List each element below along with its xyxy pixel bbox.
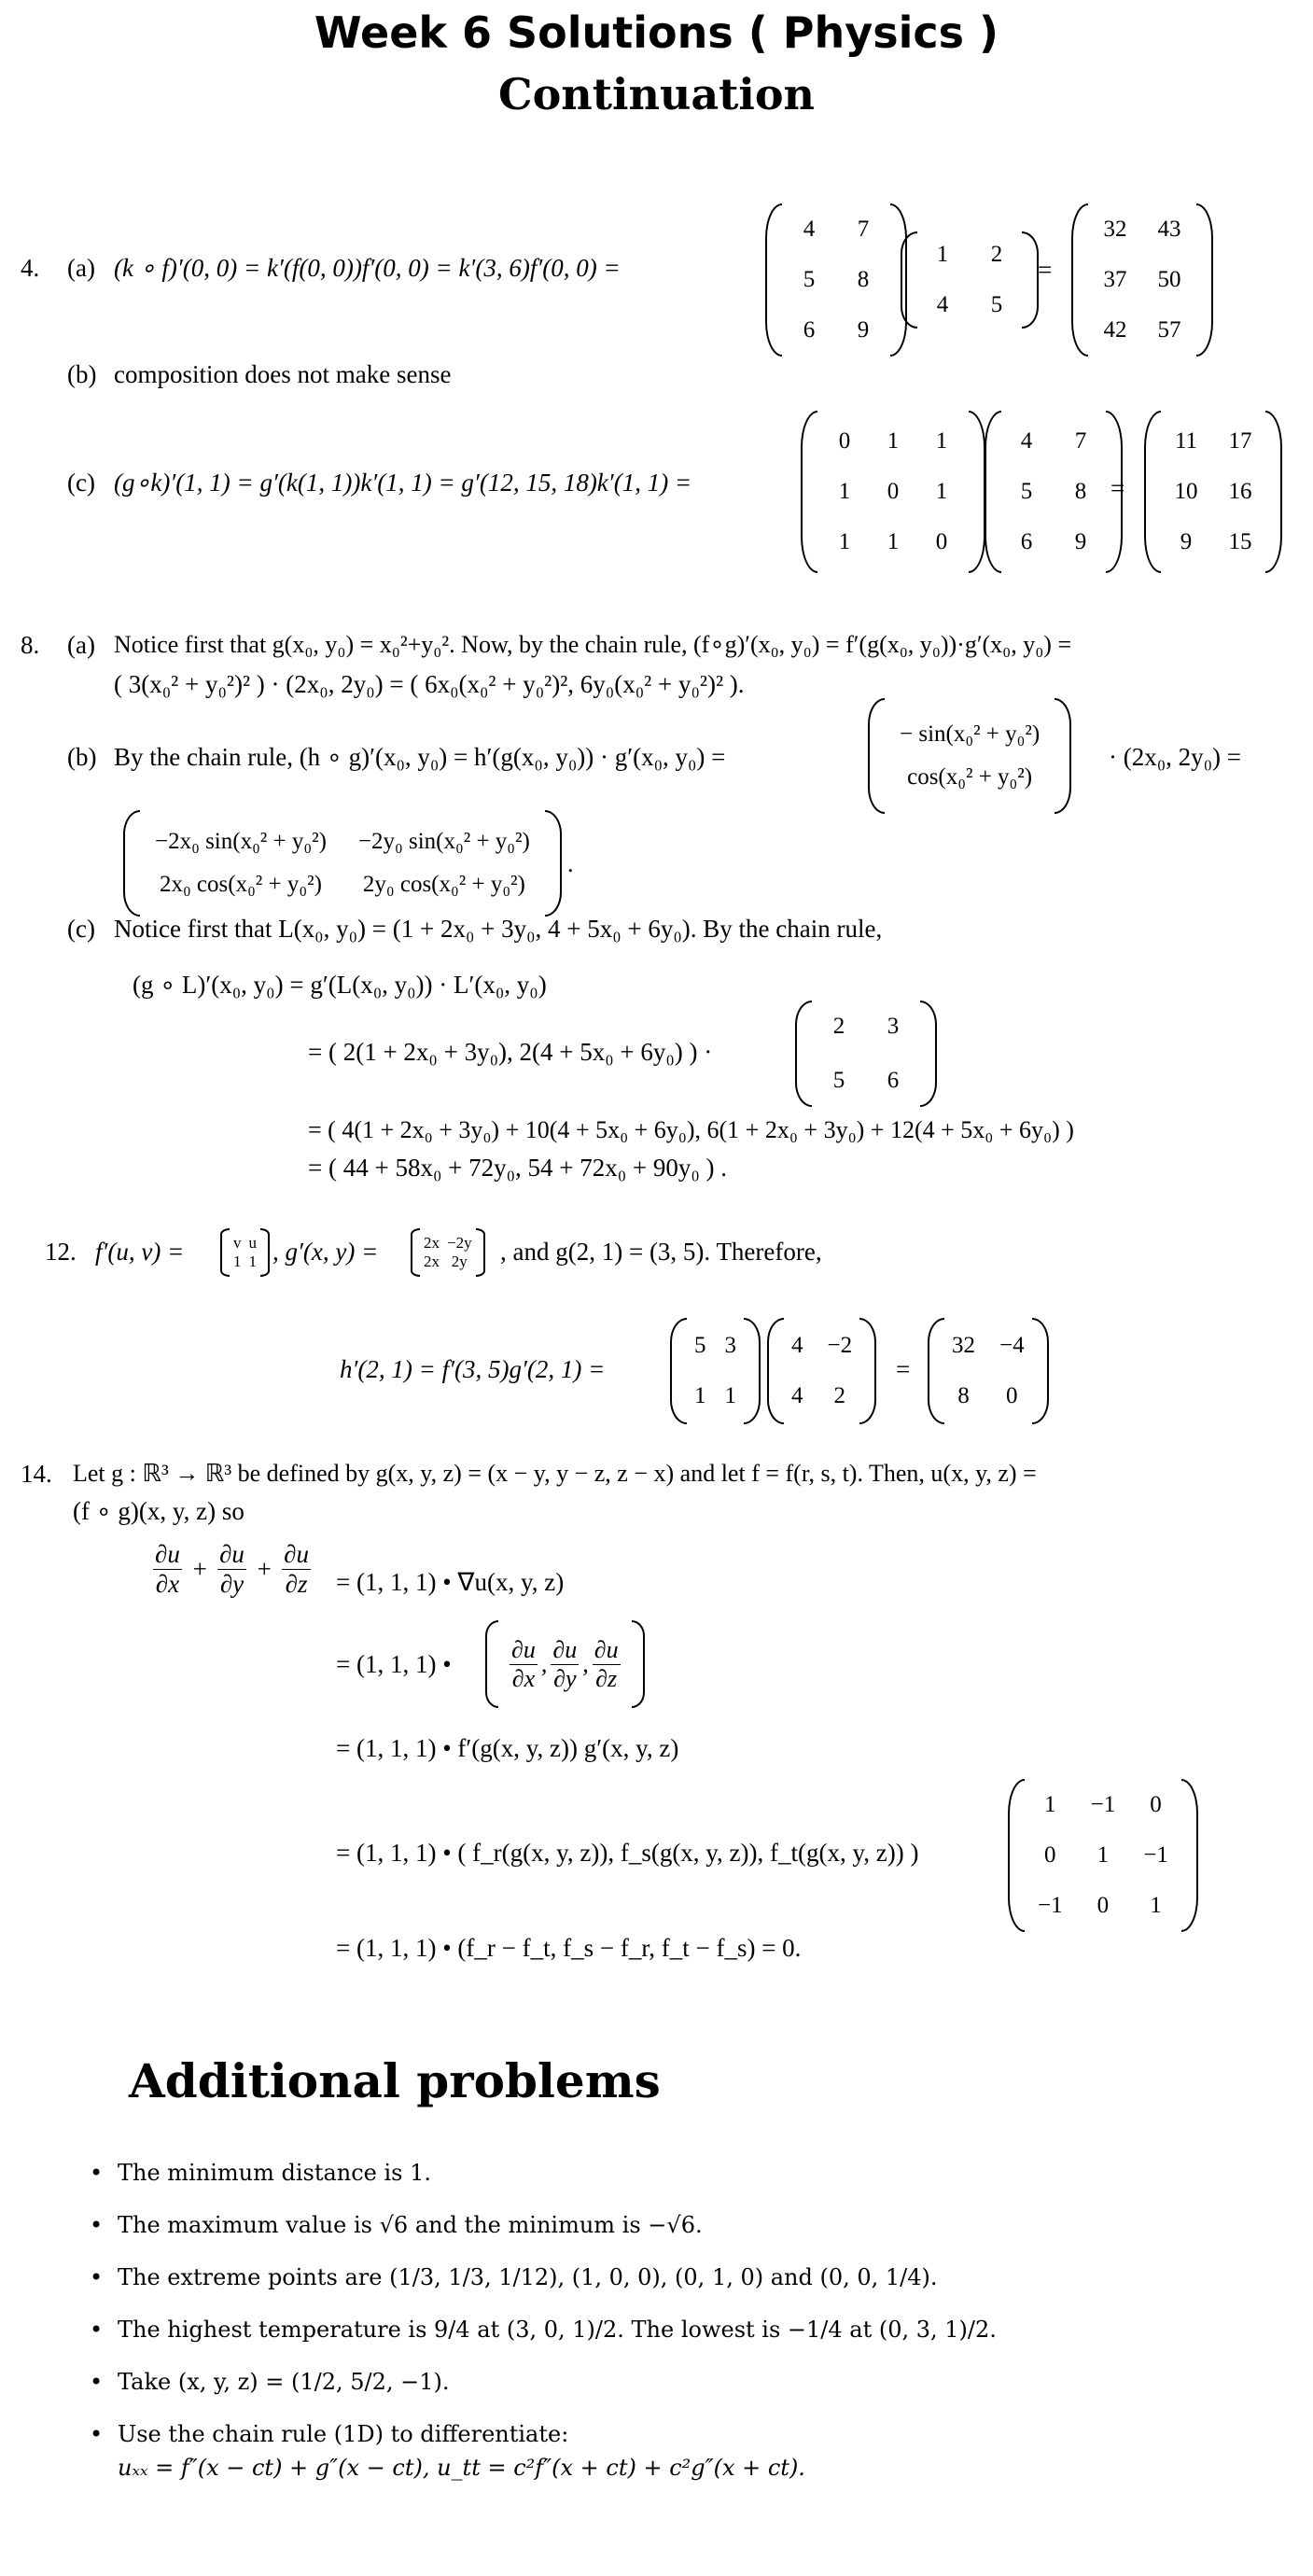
problem-14-line1: Let g : ℝ³ → ℝ³ be defined by g(x, y, z) = (x − y, y − z, z − x) and let f = f(r, s, t). Then, u(x, y, z) = xyxy=(73,1460,1037,1487)
matrix-cell: −4 xyxy=(999,1333,1025,1358)
matrix-cell: 4 xyxy=(936,292,949,317)
list-item-text: The extreme points are (1/3, 1/3, 1/12), (1, 0, 0), (0, 1, 0) and (0, 0, 1/4). xyxy=(118,2264,938,2290)
matrix-cell: 7 xyxy=(857,217,870,242)
problem-12-text3: , and g(2, 1) = (3, 5). Therefore, xyxy=(500,1238,822,1266)
matrix-cell: 8 xyxy=(1074,479,1087,504)
problem-8c-text: Notice first that L(x₀, y₀) = (1 + 2x₀ + 3y₀, 4 + 5x₀ + 6y₀). By the chain rule, xyxy=(114,915,883,943)
problem-14-partials xyxy=(149,1540,314,1599)
partial-u: ∂u xyxy=(284,1540,309,1568)
matrix-cell: 5 xyxy=(990,292,1003,317)
problem-8a-label: (a) xyxy=(67,631,95,659)
equals-sign: = xyxy=(1038,256,1053,284)
p4a-matrix-1 xyxy=(765,203,907,357)
matrix-cell: 0 xyxy=(838,428,851,454)
matrix-cell: 50 xyxy=(1157,267,1181,292)
list-item-text: The minimum distance is 1. xyxy=(118,2160,432,2186)
additional-heading: Additional problems xyxy=(129,2053,661,2108)
matrix-cell: 2y₀ cos(x₀² + y₀²) xyxy=(362,872,525,897)
p4c-matrix-2 xyxy=(985,411,1123,573)
additional-list xyxy=(84,2156,1278,2496)
matrix-cell: 1 xyxy=(838,479,851,504)
list-item xyxy=(84,2417,1278,2496)
list-item xyxy=(84,2261,1278,2313)
matrix-cell: 2 xyxy=(990,242,1003,267)
matrix-cell: 37 xyxy=(1103,267,1127,292)
matrix-cell: v xyxy=(233,1234,242,1252)
equals-sign: = xyxy=(896,1355,911,1383)
title-subject: ( Physics ) xyxy=(747,7,999,58)
list-item xyxy=(84,2365,1278,2417)
partial-u: ∂u xyxy=(552,1635,578,1663)
matrix-cell: 2x xyxy=(424,1234,440,1252)
matrix-cell: 15 xyxy=(1228,529,1252,554)
problem-14-l5: = (1, 1, 1) • (f_r − f_t, f_s − f_r, f_t − f_s) = 0. xyxy=(336,1934,802,1962)
matrix-cell: 2x xyxy=(424,1253,440,1270)
partial-u: ∂u xyxy=(594,1635,619,1663)
matrix-cell: 1 xyxy=(1044,1792,1056,1817)
page-subtitle: Continuation xyxy=(497,69,815,119)
problem-8-number: 8. xyxy=(21,631,40,659)
matrix-cell: 0 xyxy=(1006,1383,1018,1408)
matrix-cell: −2y xyxy=(447,1234,472,1252)
matrix-cell: 4 xyxy=(803,217,816,242)
list-item xyxy=(84,2313,1278,2365)
matrix-cell: 9 xyxy=(857,317,870,343)
partial-y: ∂y xyxy=(219,1570,244,1598)
matrix-cell: 0 xyxy=(935,529,948,554)
problem-8c-line1: (g ∘ L)′(x₀, y₀) = g′(L(x₀, y₀)) · L′(x₀, y₀) xyxy=(133,971,547,999)
matrix-cell: 16 xyxy=(1228,479,1252,504)
p14-gradient-vector: $\frac{\partial u}{\partial x}$ , $\frac{\partial u}{\partial y}$ , $\frac{\partial u}{\partial z}$ xyxy=(485,1620,645,1708)
equals-sign: = xyxy=(1110,474,1125,502)
matrix-cell: 1 xyxy=(1096,1842,1110,1868)
p12-matrix-2 xyxy=(767,1318,876,1424)
matrix-cell: 1 xyxy=(887,428,900,454)
p4c-matrix-1 xyxy=(801,411,985,573)
problem-4b-text: composition does not make sense xyxy=(114,360,452,388)
matrix-cell: 1 xyxy=(935,479,948,504)
matrix-cell: 0 xyxy=(887,479,900,504)
matrix-cell: 7 xyxy=(1074,428,1087,454)
matrix-cell: 4 xyxy=(1020,428,1033,454)
problem-4-number: 4. xyxy=(21,254,40,282)
matrix-cell: 2 xyxy=(832,1014,845,1039)
problem-14-l4: = (1, 1, 1) • ( f_r(g(x, y, z)), f_s(g(x, y, z)), f_t(g(x, y, z)) ) xyxy=(336,1839,919,1867)
plus-sign: + xyxy=(255,1555,273,1583)
matrix-cell: 0 xyxy=(1150,1792,1162,1817)
list-item-text-line2: uₓₓ = f″(x − ct) + g″(x − ct), u_tt = c²f″(x + ct) + c²g″(x + ct). xyxy=(118,2455,805,2481)
matrix-cell: 9 xyxy=(1074,529,1087,554)
list-item-text: The maximum value is √6 and the minimum is −√6. xyxy=(118,2212,703,2238)
matrix-cell: 5 xyxy=(1020,479,1033,504)
p14-jacobian-matrix xyxy=(1008,1779,1198,1932)
page-title xyxy=(0,7,1313,58)
problem-8b-tail: · (2x₀, 2y₀) = xyxy=(1109,743,1242,771)
problem-8b-text: By the chain rule, (h ∘ g)′(x₀, y₀) = h′(g(x₀, y₀)) · g′(x₀, y₀) = xyxy=(114,743,726,771)
matrix-cell: 0 xyxy=(1096,1893,1110,1918)
list-item-text: Take (x, y, z) = (1/2, 5/2, −1). xyxy=(118,2369,450,2395)
matrix-cell: 9 xyxy=(1180,529,1193,554)
p12-f-matrix xyxy=(220,1228,270,1277)
matrix-cell: 6 xyxy=(887,1068,900,1093)
matrix-cell: 32 xyxy=(952,1333,975,1358)
partial-z: ∂z xyxy=(595,1664,618,1692)
list-item-text: Use the chain rule (1D) to differentiate: xyxy=(118,2421,569,2447)
matrix-cell: 17 xyxy=(1228,428,1252,454)
p4a-matrix-result xyxy=(1071,203,1213,357)
matrix-cell: 10 xyxy=(1174,479,1198,504)
problem-8c-label: (c) xyxy=(67,915,95,943)
matrix-cell: 1 xyxy=(887,529,900,554)
partial-y: ∂y xyxy=(553,1664,577,1692)
matrix-cell: −1 xyxy=(1090,1792,1116,1817)
matrix-cell: 4 xyxy=(791,1383,803,1408)
matrix-cell: 1 xyxy=(936,242,949,267)
problem-12-text2: , g′(x, y) = xyxy=(272,1238,379,1266)
matrix-cell: 5 xyxy=(832,1068,845,1093)
matrix-cell: 57 xyxy=(1157,317,1181,343)
partial-u: ∂u xyxy=(511,1635,536,1663)
partial-z: ∂z xyxy=(285,1570,308,1598)
p12-matrix-1 xyxy=(670,1318,761,1424)
matrix-cell: −2y₀ sin(x₀² + y₀²) xyxy=(357,829,530,854)
problem-8a-line2: ( 3(x₀² + y₀²)² ) · (2x₀, 2y₀) = ( 6x₀(x₀² + y₀²)², 6y₀(x₀² + y₀²)² ). xyxy=(114,670,745,698)
problem-4a-text: (k ∘ f)′(0, 0) = k′(f(0, 0))f′(0, 0) = k′(3, 6)f′(0, 0) = xyxy=(114,254,621,282)
matrix-cell: 3 xyxy=(887,1014,900,1039)
matrix-cell: 0 xyxy=(1044,1842,1056,1868)
matrix-cell: 2y xyxy=(451,1253,468,1270)
problem-8c-line3: = ( 4(1 + 2x₀ + 3y₀) + 10(4 + 5x₀ + 6y₀), 6(1 + 2x₀ + 3y₀) + 12(4 + 5x₀ + 6y₀) ) xyxy=(308,1116,1074,1143)
p8c-matrix xyxy=(795,1001,937,1107)
matrix-cell: u xyxy=(248,1234,257,1252)
p8b-result-matrix: −2x₀ sin(x₀² + y₀²) −2y₀ sin(x₀² + y₀²) 2x₀ cos(x₀² + y₀²) 2y₀ cos(x₀² + y₀²) . xyxy=(123,810,574,917)
vector-cell: cos(x₀² + y₀²) xyxy=(907,764,1033,790)
p4a-matrix-2 xyxy=(901,231,1039,329)
plus-sign: + xyxy=(190,1555,209,1583)
matrix-cell: 1 xyxy=(233,1253,242,1270)
matrix-cell: 6 xyxy=(1020,529,1033,554)
problem-12-text1: f′(u, v) = xyxy=(95,1238,185,1266)
matrix-cell: 11 xyxy=(1174,428,1198,454)
matrix-cell: 8 xyxy=(857,267,870,292)
partial-u: ∂u xyxy=(219,1540,244,1568)
problem-4c-text: (g∘k)′(1, 1) = g′(k(1, 1))k′(1, 1) = g′(12, 15, 18)k′(1, 1) = xyxy=(114,469,692,497)
p12-g-matrix xyxy=(411,1228,485,1277)
partial-x: ∂x xyxy=(511,1664,536,1692)
matrix-cell: 4 xyxy=(791,1333,803,1358)
problem-14-l2: = (1, 1, 1) • xyxy=(336,1650,452,1678)
problem-4c-label: (c) xyxy=(67,469,95,497)
problem-14-l1: = (1, 1, 1) • ∇u(x, y, z) xyxy=(336,1568,565,1596)
problem-12-line2: h′(2, 1) = f′(3, 5)g′(2, 1) = xyxy=(340,1355,606,1383)
matrix-cell: −2 xyxy=(827,1333,853,1358)
matrix-cell: 2x₀ cos(x₀² + y₀²) xyxy=(159,872,322,897)
matrix-cell: 3 xyxy=(724,1333,736,1358)
matrix-cell: 1 xyxy=(724,1383,736,1408)
problem-14-number: 14. xyxy=(21,1460,52,1488)
partial-x: ∂x xyxy=(155,1570,180,1598)
problem-4b-label: (b) xyxy=(67,360,97,388)
p12-matrix-result xyxy=(928,1318,1049,1424)
matrix-cell: 32 xyxy=(1103,217,1127,242)
list-item xyxy=(84,2208,1278,2261)
matrix-cell: −1 xyxy=(1038,1893,1063,1918)
list-item xyxy=(84,2156,1278,2208)
matrix-cell: 2 xyxy=(833,1383,846,1408)
matrix-cell: 8 xyxy=(957,1383,970,1408)
matrix-cell: 1 xyxy=(694,1383,706,1408)
matrix-cell: 1 xyxy=(1150,1893,1162,1918)
problem-8c-line2: = ( 2(1 + 2x₀ + 3y₀), 2(4 + 5x₀ + 6y₀) ) · xyxy=(308,1038,713,1066)
p8b-vector xyxy=(868,698,1071,814)
matrix-cell: 5 xyxy=(694,1333,706,1358)
matrix-cell: 1 xyxy=(935,428,948,454)
problem-12-number: 12. xyxy=(45,1238,77,1266)
title-main: Week 6 Solutions xyxy=(314,7,733,58)
matrix-cell: 1 xyxy=(248,1253,257,1270)
matrix-cell: 5 xyxy=(803,267,816,292)
problem-14-l3: = (1, 1, 1) • f′(g(x, y, z)) g′(x, y, z) xyxy=(336,1734,679,1762)
problem-4a-label: (a) xyxy=(67,254,95,282)
matrix-cell: 42 xyxy=(1103,317,1127,343)
problem-8a-line1: Notice first that g(x₀, y₀) = x₀²+y₀². Now, by the chain rule, (f∘g)′(x₀, y₀) = f′(g(x₀, y₀))·g′(x₀, y₀) = xyxy=(114,631,1072,658)
partial-u: ∂u xyxy=(155,1540,180,1568)
matrix-cell: 43 xyxy=(1157,217,1181,242)
problem-8b-label: (b) xyxy=(67,743,97,771)
p4c-matrix-result xyxy=(1144,411,1282,573)
problem-8c-line4: = ( 44 + 58x₀ + 72y₀, 54 + 72x₀ + 90y₀ ) . xyxy=(308,1154,728,1182)
matrix-cell: 1 xyxy=(838,529,851,554)
matrix-cell: 6 xyxy=(803,317,816,343)
vector-cell: − sin(x₀² + y₀²) xyxy=(900,721,1041,747)
matrix-cell: −1 xyxy=(1143,1842,1168,1868)
matrix-cell: −2x₀ sin(x₀² + y₀²) xyxy=(155,829,327,854)
problem-14-line2: (f ∘ g)(x, y, z) so xyxy=(73,1497,244,1525)
list-item-text: The highest temperature is 9/4 at (3, 0, 1)/2. The lowest is −1/4 at (0, 3, 1)/2. xyxy=(118,2317,997,2343)
